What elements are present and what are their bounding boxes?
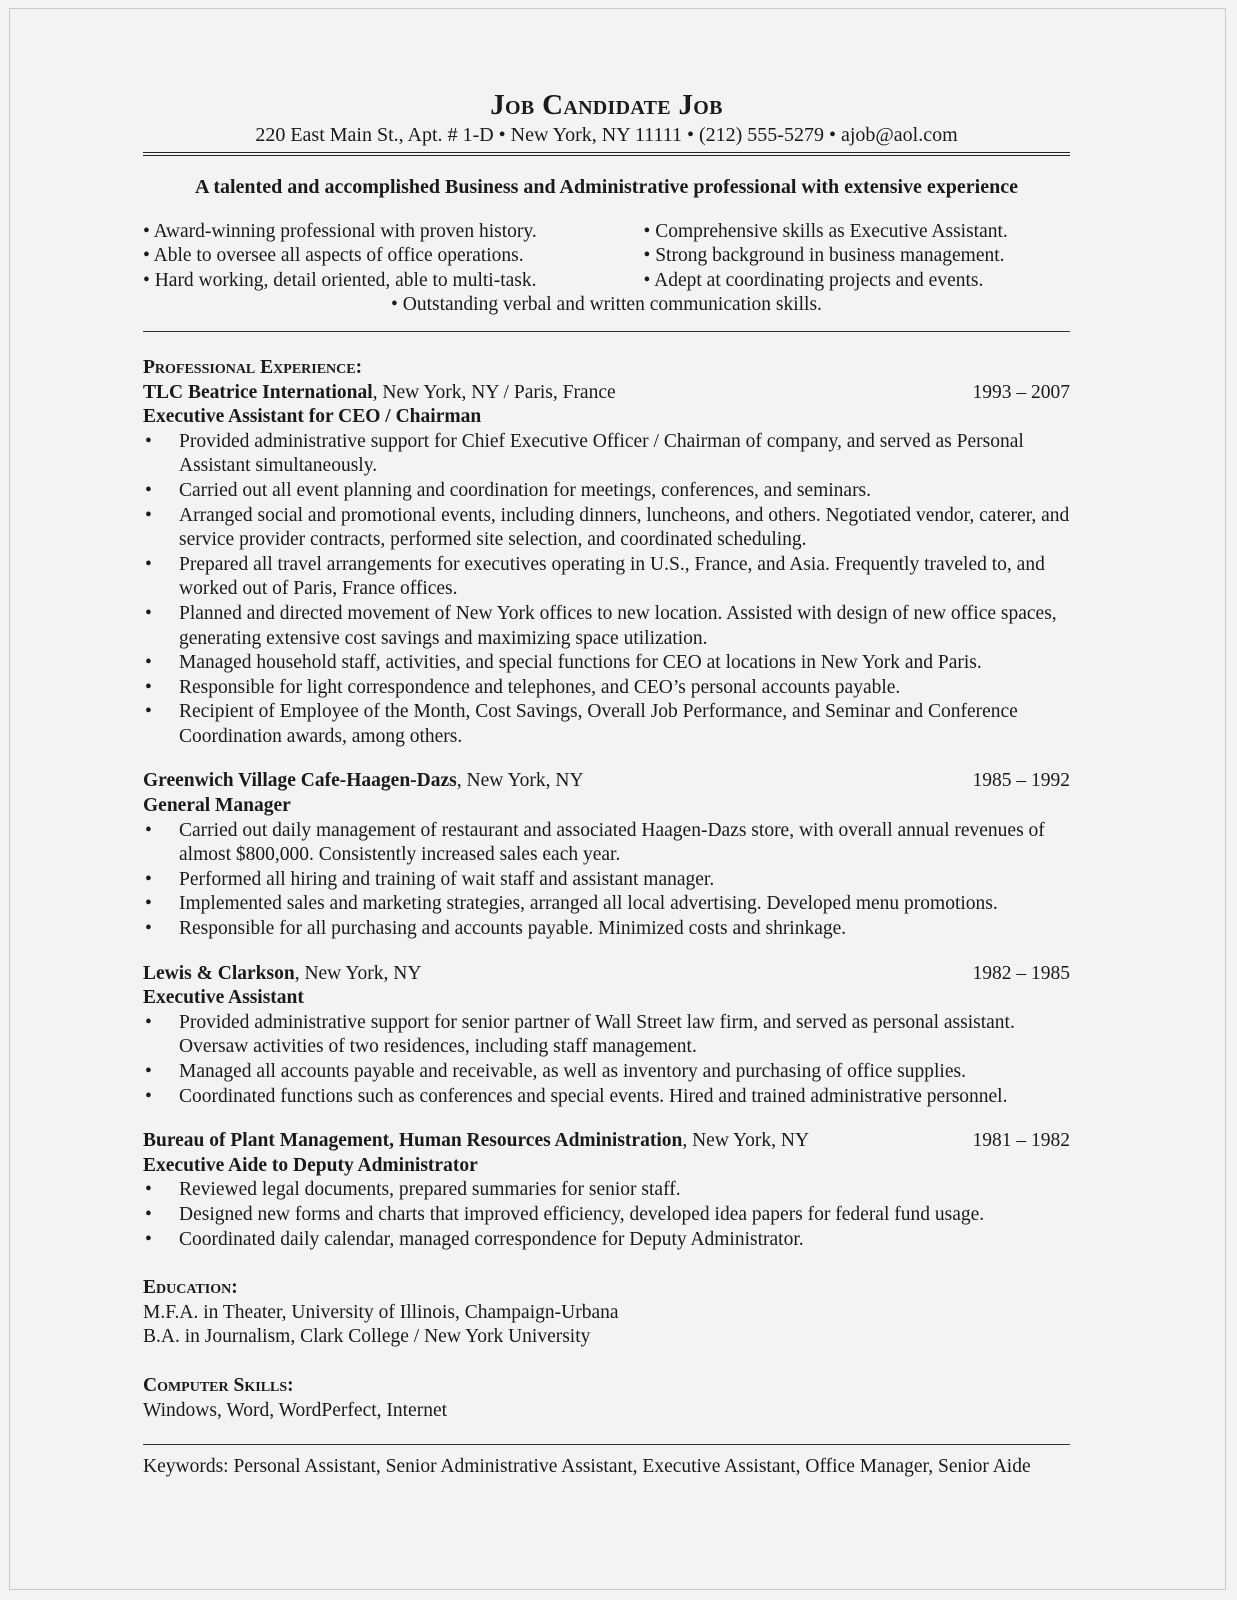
bullet-item: • Coordinated daily calendar, managed correspondence for Deputy Administrator.: [143, 1228, 1070, 1253]
skills-text: Windows, Word, WordPerfect, Internet: [143, 1399, 448, 1421]
bullet-item: • Designed new forms and charts that improved efficiency, developed idea papers for federal fund usage.: [143, 1203, 1070, 1228]
bullet-item: • Responsible for light correspondence and telephones, and CEO’s personal accounts payable.: [143, 676, 1070, 701]
education-item: B.A. in Journalism, Clark College / New York University: [143, 1326, 591, 1348]
highlight: • Adept at coordinating projects and events.: [643, 269, 984, 291]
job-entry: [143, 381, 1070, 750]
highlight: • Hard working, detail oriented, able to multi-task.: [143, 269, 537, 291]
highlight: • Strong background in business management.: [643, 245, 1005, 267]
resume: [143, 88, 1070, 1480]
company-name: Greenwich Village Cafe-Haagen-Dazs: [143, 770, 457, 792]
double-rule: [143, 152, 1070, 156]
company-line: [143, 381, 1070, 406]
company-name: Lewis & Clarkson: [143, 962, 295, 984]
bullet-item: • Coordinated functions such as conferences and special events. Hired and trained administrative personnel.: [143, 1085, 1070, 1110]
bullet-item: • Recipient of Employee of the Month, Cost Savings, Overall Job Performance, and Seminar and Conference Coordination awards, among others.: [143, 700, 1070, 749]
job-entry: [143, 769, 1070, 941]
highlight: • Able to oversee all aspects of office operations.: [143, 245, 524, 267]
bullet-item: • Reviewed legal documents, prepared summaries for senior staff.: [143, 1178, 1070, 1203]
highlight: • Comprehensive skills as Executive Assistant.: [643, 220, 1008, 242]
job-title: Executive Assistant for CEO / Chairman: [143, 406, 482, 428]
candidate-name: Job Candidate Job: [490, 89, 723, 121]
company-name: Bureau of Plant Management, Human Resources Administration: [143, 1130, 683, 1152]
job-list: [143, 381, 1070, 1253]
job-bullets: [143, 1178, 1070, 1252]
bullet-item: • Managed household staff, activities, and special functions for CEO at locations in New York and Paris.: [143, 651, 1070, 676]
job-entry: [143, 962, 1070, 1110]
job-dates: 1993 – 2007: [972, 381, 1070, 403]
company-line: [143, 962, 1070, 987]
bullet-item: • Arranged social and promotional events, including dinners, luncheons, and others. Negotiated vendor, caterer, and service provider contracts, performed site selection, and coordinated scheduling.: [143, 504, 1070, 553]
company-location: , New York, NY / Paris, France: [372, 381, 616, 403]
contact-line: 220 East Main St., Apt. # 1-D • New York, NY 11111 • (212) 555-5279 • ajob@aol.com: [255, 124, 958, 146]
bullet-item: • Provided administrative support for Chief Executive Officer / Chairman of company, and served as Personal Assistant simultaneously.: [143, 430, 1070, 479]
bullet-item: • Responsible for all purchasing and accounts payable. Minimized costs and shrinkage.: [143, 917, 1070, 942]
job-title: General Manager: [143, 795, 291, 817]
bullet-item: • Implemented sales and marketing strategies, arranged all local advertising. Developed menu promotions.: [143, 892, 1070, 917]
job-bullets: [143, 430, 1070, 750]
company-location: , New York, NY: [456, 770, 584, 792]
job-bullets: [143, 1011, 1070, 1109]
divider: [143, 331, 1070, 332]
job-title: Executive Assistant: [143, 987, 304, 1009]
job-title: Executive Aide to Deputy Administrator: [143, 1154, 478, 1176]
education-heading: Education:: [143, 1277, 238, 1299]
company-location: , New York, NY: [294, 962, 422, 984]
education-item: M.F.A. in Theater, University of Illinois, Champaign-Urbana: [143, 1301, 619, 1323]
tagline: A talented and accomplished Business and Administrative professional with extensive experience: [195, 176, 1018, 198]
bullet-item: • Carried out all event planning and coordination for meetings, conferences, and seminars.: [143, 479, 1070, 504]
company-location: , New York, NY: [682, 1130, 810, 1152]
job-entry: [143, 1129, 1070, 1252]
divider: [143, 1444, 1070, 1445]
job-bullets: [143, 819, 1070, 942]
company-line: [143, 769, 1070, 794]
highlight-center: • Outstanding verbal and written communication skills.: [391, 294, 822, 316]
keywords: Keywords: Personal Assistant, Senior Administrative Assistant, Executive Assistant, Office Manager, Senior Aide: [143, 1456, 1031, 1478]
highlight: • Award-winning professional with proven history.: [143, 220, 537, 242]
skills-heading: Computer Skills:: [143, 1374, 294, 1396]
job-dates: 1981 – 1982: [972, 1130, 1070, 1152]
bullet-item: • Provided administrative support for senior partner of Wall Street law firm, and served as personal assistant. Oversaw activities of two residences, including staff management.: [143, 1011, 1070, 1060]
bullet-item: • Carried out daily management of restaurant and associated Haagen-Dazs store, with overall annual revenues of almost $800,000. Consistently increased sales each year.: [143, 819, 1070, 868]
highlights: [143, 220, 1070, 294]
job-dates: 1985 – 1992: [972, 770, 1070, 792]
bullet-item: • Planned and directed movement of New York offices to new location. Assisted with design of new office spaces, generating extensive cost savings and maximizing space utilization.: [143, 602, 1070, 651]
experience-heading: Professional Experience:: [143, 356, 363, 378]
bullet-item: • Prepared all travel arrangements for executives operating in U.S., France, and Asia. Frequently traveled to, and worked out of Paris, France offices.: [143, 553, 1070, 602]
bullet-item: • Performed all hiring and training of wait staff and assistant manager.: [143, 868, 1070, 893]
company-name: TLC Beatrice International: [143, 381, 373, 403]
job-dates: 1982 – 1985: [972, 962, 1070, 984]
company-line: [143, 1129, 1070, 1154]
bullet-item: • Managed all accounts payable and receivable, as well as inventory and purchasing of office supplies.: [143, 1060, 1070, 1085]
